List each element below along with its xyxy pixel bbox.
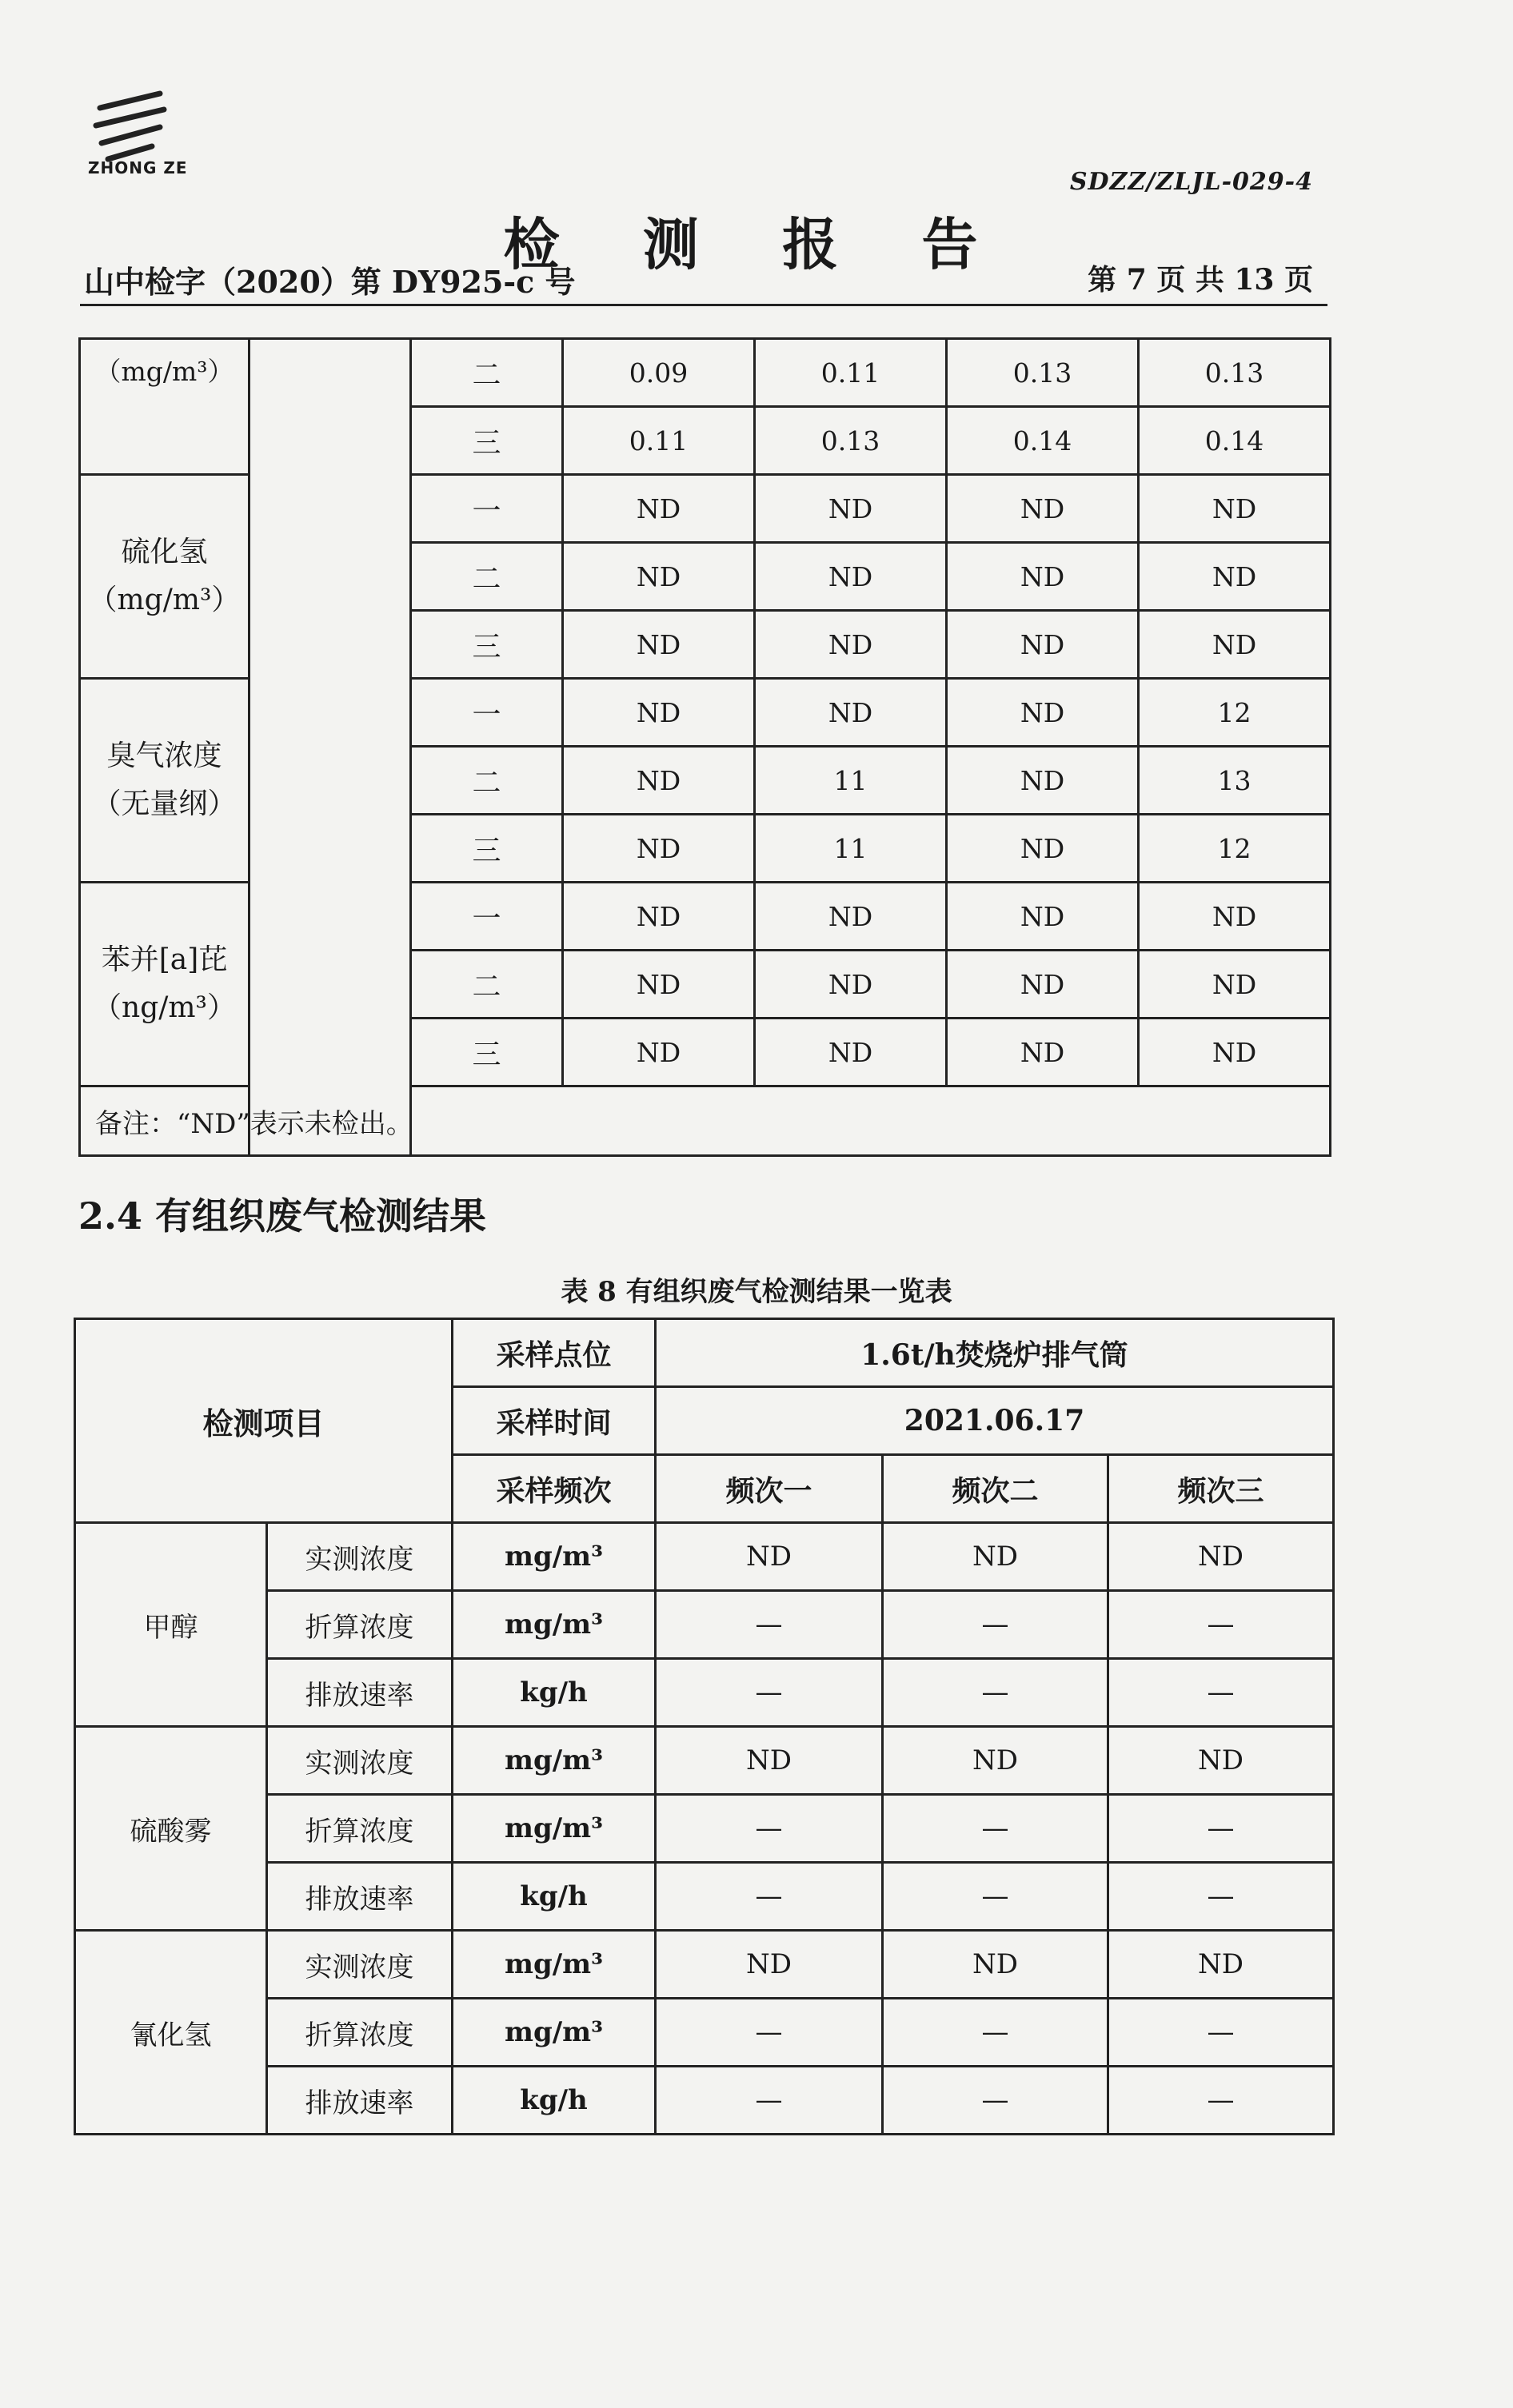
value-cell: —	[1108, 1795, 1334, 1863]
value-cell: ND	[947, 611, 1139, 679]
table-row	[75, 1931, 1334, 1999]
value-cell: ND	[563, 1019, 755, 1086]
value-cell: 11	[755, 747, 947, 815]
value-cell: —	[656, 1659, 883, 1727]
pollutant-name: 氰化氢	[75, 1931, 267, 2135]
unit-cell: mg/m³	[453, 1523, 656, 1591]
frequency-index: 三	[411, 1019, 563, 1086]
value-cell: 0.13	[755, 407, 947, 475]
value-cell: 0.14	[947, 407, 1139, 475]
parameter-unit: （ng/m³）	[93, 991, 236, 1024]
item-label: 折算浓度	[267, 1795, 453, 1863]
frequency-index: 三	[411, 815, 563, 883]
value-cell: ND	[563, 883, 755, 951]
table-row	[75, 1727, 1334, 1795]
value-cell: ND	[883, 1931, 1108, 1999]
parameter-name: 硫化氢	[121, 536, 208, 568]
value-cell: ND	[1139, 543, 1331, 611]
site-label: 采样点位	[453, 1319, 656, 1387]
value-cell: ND	[947, 1019, 1139, 1086]
value-cell: ND	[563, 611, 755, 679]
item-label: 实测浓度	[267, 1523, 453, 1591]
table-row	[80, 1086, 1331, 1156]
value-cell: ND	[656, 1727, 883, 1795]
value-cell: 11	[755, 815, 947, 883]
value-cell: ND	[947, 543, 1139, 611]
unit-cell: kg/h	[453, 1863, 656, 1931]
value-cell: 0.11	[563, 407, 755, 475]
time-label: 采样时间	[453, 1387, 656, 1455]
frequency-index: 一	[411, 679, 563, 747]
site-value: 1.6t/h焚烧炉排气筒	[656, 1319, 1334, 1387]
page-number: 第 7 页 共 13 页	[1088, 263, 1313, 297]
section-title: 2.4 有组织废气检测结果	[78, 1194, 487, 1238]
unit-cell: mg/m³	[453, 1931, 656, 1999]
value-cell: 0.13	[947, 339, 1139, 407]
parameter-unit: （mg/m³）	[88, 584, 241, 616]
document-code: SDZZ/ZLJL-029-4	[1069, 168, 1313, 196]
frequency-header: 频次二	[883, 1455, 1108, 1523]
value-cell: —	[883, 1999, 1108, 2067]
frequency-index: 二	[411, 747, 563, 815]
unit-cell: kg/h	[453, 2067, 656, 2135]
value-cell: 13	[1139, 747, 1331, 815]
value-cell: 12	[1139, 815, 1331, 883]
time-value: 2021.06.17	[656, 1387, 1334, 1455]
header-divider	[80, 304, 1327, 306]
frequency-index: 二	[411, 951, 563, 1019]
value-cell: —	[1108, 1659, 1334, 1727]
document-title: 检 测 报 告	[503, 211, 1010, 277]
frequency-index: 三	[411, 611, 563, 679]
table-row	[80, 339, 1331, 407]
value-cell: ND	[563, 679, 755, 747]
value-cell: ND	[755, 951, 947, 1019]
value-cell: ND	[947, 815, 1139, 883]
value-cell: —	[883, 1591, 1108, 1659]
frequency-header: 频次三	[1108, 1455, 1334, 1523]
logo-text: ZHONG ZE	[88, 158, 188, 177]
report-number: 山中检字（2020）第 DY925-c 号	[84, 264, 576, 300]
value-cell: —	[1108, 1591, 1334, 1659]
value-cell: —	[1108, 1863, 1334, 1931]
value-cell: ND	[1139, 475, 1331, 543]
value-cell: —	[656, 1795, 883, 1863]
pollutant-name: 甲醇	[75, 1523, 267, 1727]
value-cell: ND	[563, 475, 755, 543]
value-cell: ND	[947, 475, 1139, 543]
item-label: 实测浓度	[267, 1727, 453, 1795]
item-label: 实测浓度	[267, 1931, 453, 1999]
organized-exhaust-results-table	[74, 1318, 1335, 2135]
value-cell: ND	[1108, 1727, 1334, 1795]
value-cell: 12	[1139, 679, 1331, 747]
value-cell: ND	[563, 747, 755, 815]
value-cell: ND	[656, 1523, 883, 1591]
value-cell: ND	[1139, 951, 1331, 1019]
pollutant-name: 硫酸雾	[75, 1727, 267, 1931]
frequency-index: 一	[411, 883, 563, 951]
results-table-continued	[78, 337, 1331, 1157]
value-cell: ND	[563, 543, 755, 611]
value-cell: —	[883, 1795, 1108, 1863]
value-cell: ND	[563, 815, 755, 883]
value-cell: —	[656, 2067, 883, 2135]
table-row	[75, 1523, 1334, 1591]
value-cell: ND	[755, 611, 947, 679]
frequency-index: 二	[411, 339, 563, 407]
value-cell: ND	[656, 1931, 883, 1999]
value-cell: 0.11	[755, 339, 947, 407]
value-cell: ND	[563, 951, 755, 1019]
parameter-unit: （无量纲）	[92, 787, 237, 820]
project-label: 检测项目	[75, 1319, 453, 1523]
value-cell: ND	[755, 679, 947, 747]
parameter-label	[80, 883, 250, 1086]
value-cell: —	[1108, 1999, 1334, 2067]
item-label: 排放速率	[267, 1659, 453, 1727]
value-cell: ND	[755, 1019, 947, 1086]
parameter-name: 苯并[a]芘	[101, 943, 228, 976]
unit-cell: mg/m³	[453, 1591, 656, 1659]
value-cell: ND	[947, 951, 1139, 1019]
item-label: 折算浓度	[267, 1999, 453, 2067]
value-cell: —	[1108, 2067, 1334, 2135]
frequency-label: 采样频次	[453, 1455, 656, 1523]
value-cell: —	[883, 1659, 1108, 1727]
value-cell: —	[656, 1863, 883, 1931]
table-note: 备注：“ND”表示未检出。	[80, 1086, 1331, 1156]
value-cell: ND	[1139, 611, 1331, 679]
value-cell: ND	[755, 475, 947, 543]
frequency-index: 三	[411, 407, 563, 475]
frequency-index: 二	[411, 543, 563, 611]
value-cell: 0.09	[563, 339, 755, 407]
unit-cell: mg/m³	[453, 1727, 656, 1795]
value-cell: —	[656, 1591, 883, 1659]
item-label: 排放速率	[267, 2067, 453, 2135]
value-cell: ND	[947, 679, 1139, 747]
value-cell: ND	[947, 747, 1139, 815]
unit-cell: mg/m³	[453, 1999, 656, 2067]
value-cell: —	[883, 1863, 1108, 1931]
value-cell: ND	[755, 543, 947, 611]
value-cell: ND	[1139, 883, 1331, 951]
parameter-label	[80, 679, 250, 883]
parameter-label	[80, 475, 250, 679]
value-cell: ND	[1139, 1019, 1331, 1086]
unit-cell: mg/m³	[453, 1795, 656, 1863]
table-caption: 表 8 有组织废气检测结果一览表	[561, 1276, 952, 1308]
frequency-header: 频次一	[656, 1455, 883, 1523]
value-cell: ND	[1108, 1931, 1334, 1999]
value-cell: 0.14	[1139, 407, 1331, 475]
table-header-row	[75, 1319, 1334, 1387]
unit-label: （mg/m³）	[80, 339, 250, 475]
value-cell: ND	[755, 883, 947, 951]
value-cell: ND	[883, 1523, 1108, 1591]
value-cell: —	[883, 2067, 1108, 2135]
unit-cell: kg/h	[453, 1659, 656, 1727]
parameter-name: 臭气浓度	[106, 740, 222, 772]
value-cell: —	[656, 1999, 883, 2067]
frequency-index: 一	[411, 475, 563, 543]
item-label: 排放速率	[267, 1863, 453, 1931]
value-cell: ND	[883, 1727, 1108, 1795]
item-label: 折算浓度	[267, 1591, 453, 1659]
blank-column-cell	[250, 339, 411, 1156]
value-cell: ND	[947, 883, 1139, 951]
value-cell: ND	[1108, 1523, 1334, 1591]
value-cell: 0.13	[1139, 339, 1331, 407]
